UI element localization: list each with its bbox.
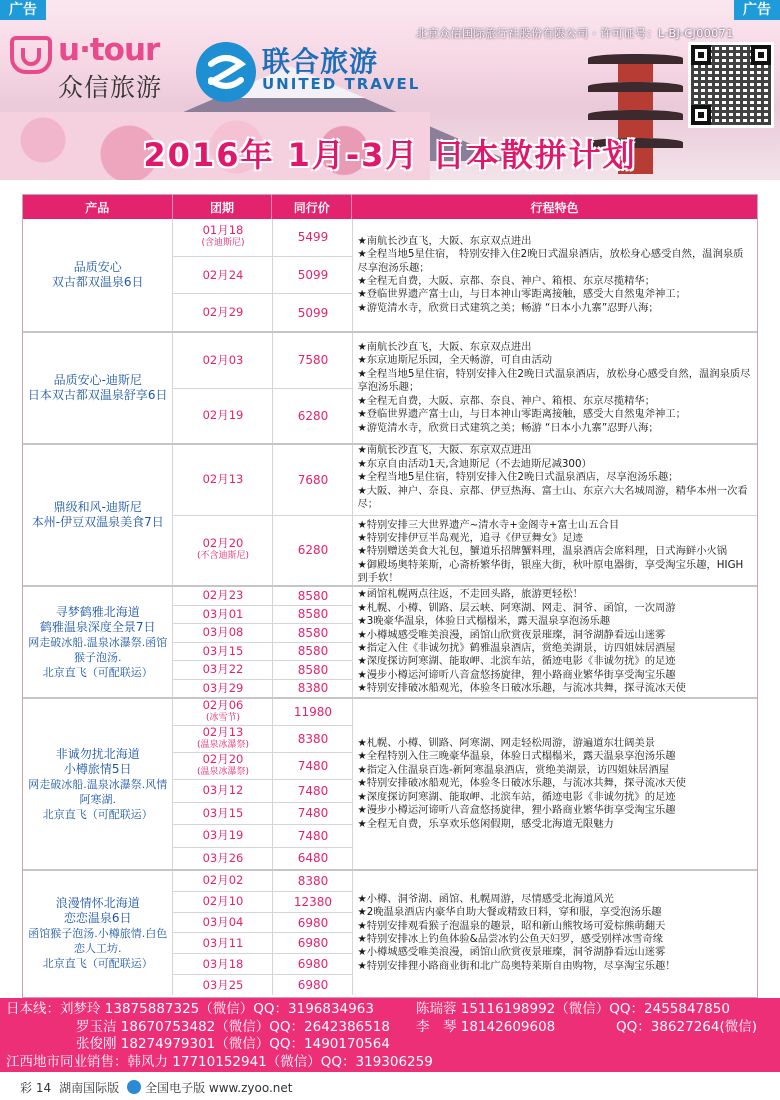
header-features: 行程特色 (530, 200, 579, 215)
tour-group (23, 443, 757, 585)
features (352, 445, 757, 585)
price: 5499 (272, 219, 352, 256)
date-list (172, 587, 352, 697)
table-row (172, 726, 352, 753)
feature-item: ★特别安排三大世界遗产~清水寺+金阁寺+富士山五合目 (357, 518, 620, 531)
united-travel-brand-cn: 联合旅游 (262, 45, 379, 78)
header-price: 同行价 (272, 195, 352, 219)
departure-date: 02月02 (172, 871, 272, 891)
feature-item: ★登临世界遗产富士山，与日本神山零距离接触，感受大自然鬼斧神工； (357, 408, 686, 421)
feature-item: ★函馆札幌两点往返，不走回头路，旅游更轻松！ (357, 588, 583, 601)
contact-line: QQ：38627264(微信) (616, 1018, 757, 1035)
departure-date: 02月03 (172, 333, 272, 388)
table-row (172, 333, 352, 389)
table-row (172, 933, 352, 954)
tour-schedule-table (22, 194, 758, 998)
feature-item: ★特别安排观看猴子泡温泉的趣景，昭和新山熊牧场可爱棕熊萌翻天 (357, 919, 666, 932)
feature-block (357, 518, 753, 587)
price: 7480 (272, 753, 352, 779)
product-line: 浪漫情怀北海道 (55, 895, 140, 910)
table-header (23, 195, 757, 219)
product-name (23, 333, 172, 443)
table-row (172, 913, 352, 934)
product-name (23, 587, 172, 697)
header-banner (0, 0, 780, 180)
departure-date: 01月18 (含迪斯尼) (172, 219, 272, 256)
product-sub: 猴子泡汤. (73, 650, 122, 664)
table-row (172, 680, 352, 698)
utour-logo-icon (10, 34, 52, 74)
tour-group (23, 697, 757, 869)
price: 5099 (272, 257, 352, 294)
departure-date: 02月20 (不含迪斯尼) (172, 516, 272, 586)
features (352, 219, 757, 331)
contact-line: 张俊刚 18274979301（微信）QQ：1490170564 (76, 1036, 390, 1052)
contact-row (6, 1036, 774, 1054)
date-list (172, 445, 352, 585)
departure-date: 03月11 (172, 933, 272, 953)
feature-item: ★特别安排狸小路商业街和北广岛奥特莱斯自由购物，尽享淘宝乐趣！ (357, 959, 676, 972)
table-row (172, 803, 352, 826)
price: 7480 (272, 780, 352, 802)
table-row (172, 294, 352, 331)
contact-row (6, 1001, 774, 1019)
date-list (172, 871, 352, 995)
tour-group (23, 585, 757, 697)
feature-item: ★漫步小樽运河谛听八音盒悠扬旋律，狸小路商业繁华街享受淘宝乐趣 (357, 804, 676, 817)
header-date: 团期 (173, 195, 273, 219)
ad-tag-right: 广告 (734, 0, 780, 20)
table-row (172, 780, 352, 803)
departure-date: 02月29 (172, 294, 272, 331)
departure-date: 02月24 (172, 257, 272, 294)
price: 8380 (272, 726, 352, 752)
departure-date: 03月12 (172, 780, 272, 802)
table-row (172, 389, 352, 444)
header-product: 产品 (23, 195, 173, 219)
table-row (172, 445, 352, 516)
contact-line: 江西地市同业销售：韩风力 17710152941（微信）QQ：319306259 (6, 1053, 433, 1070)
feature-item: ★全程当地5星住宿，特别安排入住2晚日式温泉酒店，放松身心感受自然，温润泉质尽享泡汤乐趣； (357, 367, 751, 394)
feature-item: ★全程无自费，乐享欢乐悠闲假期，感受北海道无限魅力 (357, 817, 614, 830)
product-sub: 网走破冰船.温泉冰瀑祭.风情 (28, 777, 168, 791)
departure-date: 02月10 (172, 892, 272, 912)
date-list (172, 333, 352, 443)
departure-date: 03月25 (172, 975, 272, 995)
tour-group (23, 331, 757, 443)
feature-item: ★全程无自费，大阪、京都、奈良、神户、箱根、东京尽揽精华； (357, 394, 656, 407)
product-line: 小樽旅情5日 (63, 761, 132, 776)
price: 6980 (272, 954, 352, 974)
product-line: 非诚勿扰北海道 (55, 746, 140, 761)
departure-date: 03月29 (172, 680, 272, 698)
departure-date: 02月13 (172, 445, 272, 515)
features (352, 587, 757, 697)
globe-icon (127, 1080, 141, 1094)
table-row (172, 753, 352, 780)
contact-line: 罗玉洁 18670753482（微信）QQ：2642386518 (76, 1018, 390, 1035)
product-line: 双古都双温泉6日 (51, 275, 144, 289)
feature-item: ★小樽城感受唯美浪漫，函馆山欣赏夜景璀璨，洞爷湖静看远山迷雾 (357, 946, 666, 959)
price: 8580 (272, 661, 352, 679)
price: 12380 (272, 892, 352, 912)
product-line: 鼎级和风-迪斯尼 (53, 500, 142, 514)
product-sub: 恋人工坊. (73, 941, 122, 955)
price: 6980 (272, 913, 352, 933)
departure-date: 03月18 (172, 954, 272, 974)
feature-item: ★3晚豪华温泉，体验日式榻榻米，露天温泉享泡汤乐趣 (357, 615, 611, 628)
site-link[interactable]: 全国电子版 www.zyoo.net (145, 1080, 293, 1095)
united-travel-brand-en: UNITED TRAVEL (262, 75, 421, 93)
product-line: 鹤雅温泉深度全景7日 (39, 619, 156, 634)
product-sub: 函馆猴子泡汤.小樽旅情.白色 (28, 926, 168, 940)
departure-date: 03月19 (172, 825, 272, 847)
price: 7580 (272, 333, 352, 388)
price: 8580 (272, 587, 352, 605)
feature-item: ★指定入住《非诚勿扰》鹤雅温泉酒店，赏绝美湖景，访四姐妹居酒屋 (357, 642, 676, 654)
table-row (172, 257, 352, 295)
contact-line: 李 琴 18142609608 (416, 1018, 556, 1035)
departure-date: 03月08 (172, 624, 272, 642)
feature-item: ★东京自由活动1天,含迪斯尼（不去迪斯尼减300） (357, 457, 592, 470)
price: 5099 (272, 294, 352, 331)
table-row (172, 606, 352, 625)
departure-date: 03月22 (172, 661, 272, 679)
table-row (172, 975, 352, 995)
table-row (172, 624, 352, 643)
table-row (172, 587, 352, 606)
product-line: 品质安心 (73, 260, 122, 274)
product-line: 日本双古都双温泉舒享6日 (27, 388, 168, 402)
feature-item: ★特别赠送美食大礼包，蟹道乐招牌蟹料理，温泉酒店会席料理，日式海鲜小火锅 (357, 545, 728, 558)
feature-item: ★小樽城感受唯美浪漫，函馆山欣赏夜景璀璨，洞爷湖静看远山迷雾 (357, 628, 666, 641)
price: 6280 (272, 516, 352, 586)
feature-item: ★全程当地5星住宿， 特别安排入住2晚日式温泉酒店，放松身心感受自然，温润泉质尽享泡汤乐趣； (357, 248, 744, 274)
price: 11980 (272, 699, 352, 725)
product-name (23, 699, 172, 869)
departure-date: 03月15 (172, 643, 272, 661)
feature-item: ★特别安排伊豆半岛观光，追寻《伊豆舞女》足迹 (357, 531, 583, 544)
license-text: 北京众信国际旅行社股份有限公司 · 许可证号：L-BJ-CJ00071 (416, 27, 734, 40)
table-row (172, 219, 352, 257)
feature-item: ★札幌、小樽、钏路、层云峡、阿寒湖、网走、洞爷、函馆，一次周游 (357, 601, 676, 614)
price: 7480 (272, 803, 352, 825)
features (352, 871, 757, 995)
page-title: 2016年 1月-3月 日本散拼计划 (143, 136, 637, 174)
contact-footer (0, 998, 780, 1072)
utour-brand-en: u·tour (58, 32, 160, 68)
tour-group (23, 869, 757, 995)
product-line: 品质安心-迪斯尼 (53, 373, 142, 387)
ad-tag-left: 广告 (0, 0, 46, 20)
contact-row (6, 1054, 774, 1072)
feature-item: ★深度探访阿寒湖、能取岬、北滨车站，循迹电影《非诚勿扰》的足迹 (357, 790, 676, 803)
table-row (172, 825, 352, 848)
departure-date: 02月13 (温泉冰瀑祭) (172, 726, 272, 752)
divider (353, 515, 757, 516)
feature-item: ★特别安排破冰船观光，体验冬日破冰乐趣，与流冰共舞，探寻流冰天使 (357, 777, 686, 790)
product-sub: 阿寒湖. (79, 792, 116, 806)
feature-item: ★东京迪斯尼乐园，全天畅游，可自由活动 (357, 354, 553, 367)
tour-group (23, 219, 757, 331)
product-sub: 北京直飞（可配联运） (42, 956, 153, 970)
feature-item: ★小樽、洞爷湖、函馆、札幌周游，尽情感受北海道风光 (357, 892, 614, 905)
feature-item: ★深度探访阿寒湖、能取岬、北滨车站，循迹电影《非诚勿扰》的足迹 (357, 655, 676, 668)
page-number: 彩 14 (20, 1080, 52, 1095)
united-travel-logo-icon (196, 42, 256, 102)
table-row (172, 871, 352, 892)
date-list (172, 699, 352, 869)
price: 8580 (272, 606, 352, 624)
edition-label: 湖南国际版 (59, 1080, 120, 1095)
feature-item: ★南航长沙直飞，大阪、东京双点进出 (357, 444, 532, 457)
contact-line: 陈瑞蓉 15116198992（微信）QQ：2455847850 (416, 1001, 730, 1017)
table-row (172, 848, 352, 870)
departure-date: 03月26 (172, 848, 272, 870)
page-footer (0, 1074, 780, 1100)
feature-item: ★漫步小樽运河谛听八音盒悠扬旋律，狸小路商业繁华街享受淘宝乐趣 (357, 668, 676, 681)
date-list (172, 219, 352, 331)
departure-date: 03月15 (172, 803, 272, 825)
product-name (23, 445, 172, 585)
feature-item: ★全程无自费，大阪、京都、奈良、神户、箱根、东京尽揽精华； (357, 275, 656, 287)
table-row (172, 516, 352, 586)
table-row (172, 892, 352, 913)
feature-item: ★全程特别入住三晚豪华温泉，体验日式榻榻米，露天温泉享泡汤乐趣 (357, 750, 676, 763)
qr-code-icon (688, 42, 774, 128)
features (352, 699, 757, 869)
feature-item: ★全程当地5星住宿，特别安排入住2晚日式温泉酒店，尽享泡汤乐趣； (357, 471, 679, 484)
feature-item: ★指定入住温泉百选-新阿寒温泉酒店，赏绝美湖景，访四姐妹居酒屋 (357, 763, 670, 776)
feature-item: ★特别安排冰上钓鱼体验&品尝冰钓公鱼天妇罗，感受别样冰雪奇缘 (357, 933, 664, 945)
price: 7480 (272, 825, 352, 847)
contact-line: 日本线：刘梦玲 13875887325（微信）QQ：3196834963 (6, 1001, 374, 1017)
product-line: 寻梦鹤雅北海道 (55, 604, 140, 619)
feature-item: ★2晚温泉酒店内豪华自助大餐或精致日料，穿和服，享受泡汤乐趣 (357, 906, 662, 919)
feature-item: ★游览清水寺，欣赏日式建筑之美；畅游 “日本小九寨”忍野八海； (357, 301, 659, 314)
product-name (23, 871, 172, 995)
departure-date: 02月23 (172, 587, 272, 605)
price: 8380 (272, 871, 352, 891)
table-row (172, 661, 352, 680)
departure-date: 03月01 (172, 606, 272, 624)
price: 6980 (272, 933, 352, 953)
contact-row (6, 1019, 774, 1037)
feature-item: ★大阪、神户、奈良、京都、伊豆热海、富士山、东京六大名城周游，精华本州一次看尽； (357, 484, 748, 511)
product-line: 恋恋温泉6日 (63, 910, 132, 925)
feature-block (357, 443, 753, 512)
product-sub: 北京直飞（可配联运） (42, 807, 153, 821)
departure-date: 03月04 (172, 913, 272, 933)
price: 6280 (272, 389, 352, 444)
departure-date: 02月20 (温泉冰瀑祭) (172, 753, 272, 779)
departure-date: 02月06 (冰雪节) (172, 699, 272, 725)
feature-item: ★特别安排破冰船观光，体验冬日破冰乐趣，与流冰共舞，探寻流冰天使 (357, 682, 686, 695)
feature-item: ★御殿场奥特莱斯，心斋桥繁华街，银座大街，秋叶原电器街，享受淘宝乐趣，HIGH到手软！ (357, 558, 744, 585)
features (352, 333, 757, 443)
feature-item: ★南航长沙直飞，大阪、东京双点进出 (357, 234, 532, 247)
product-line: 本州-伊豆双温泉美食7日 (31, 515, 164, 529)
feature-item: ★札幌、小樽、钏路、阿寒湖、网走轻松周游，游遍道东壮阔美景 (357, 737, 656, 750)
price: 8580 (272, 643, 352, 661)
price: 8580 (272, 624, 352, 642)
price: 6480 (272, 848, 352, 870)
table-row (172, 643, 352, 662)
price: 8380 (272, 680, 352, 698)
price: 6980 (272, 975, 352, 995)
product-sub: 北京直飞（可配联运） (42, 665, 153, 679)
table-row (172, 699, 352, 726)
feature-item: ★游览清水寺，欣赏日式建筑之美；畅游 “日本小九寨”忍野八海； (357, 421, 659, 434)
departure-date: 02月19 (172, 389, 272, 444)
feature-item: ★南航长沙直飞，大阪、东京双点进出 (357, 341, 532, 354)
price: 7680 (272, 445, 352, 515)
feature-item: ★登临世界遗产富士山，与日本神山零距离接触，感受大自然鬼斧神工； (357, 288, 686, 301)
product-sub: 网走破冰船.温泉冰瀑祭.函馆 (28, 635, 168, 649)
product-name (23, 219, 172, 331)
table-row (172, 954, 352, 975)
utour-brand-cn: 众信旅游 (58, 73, 163, 102)
